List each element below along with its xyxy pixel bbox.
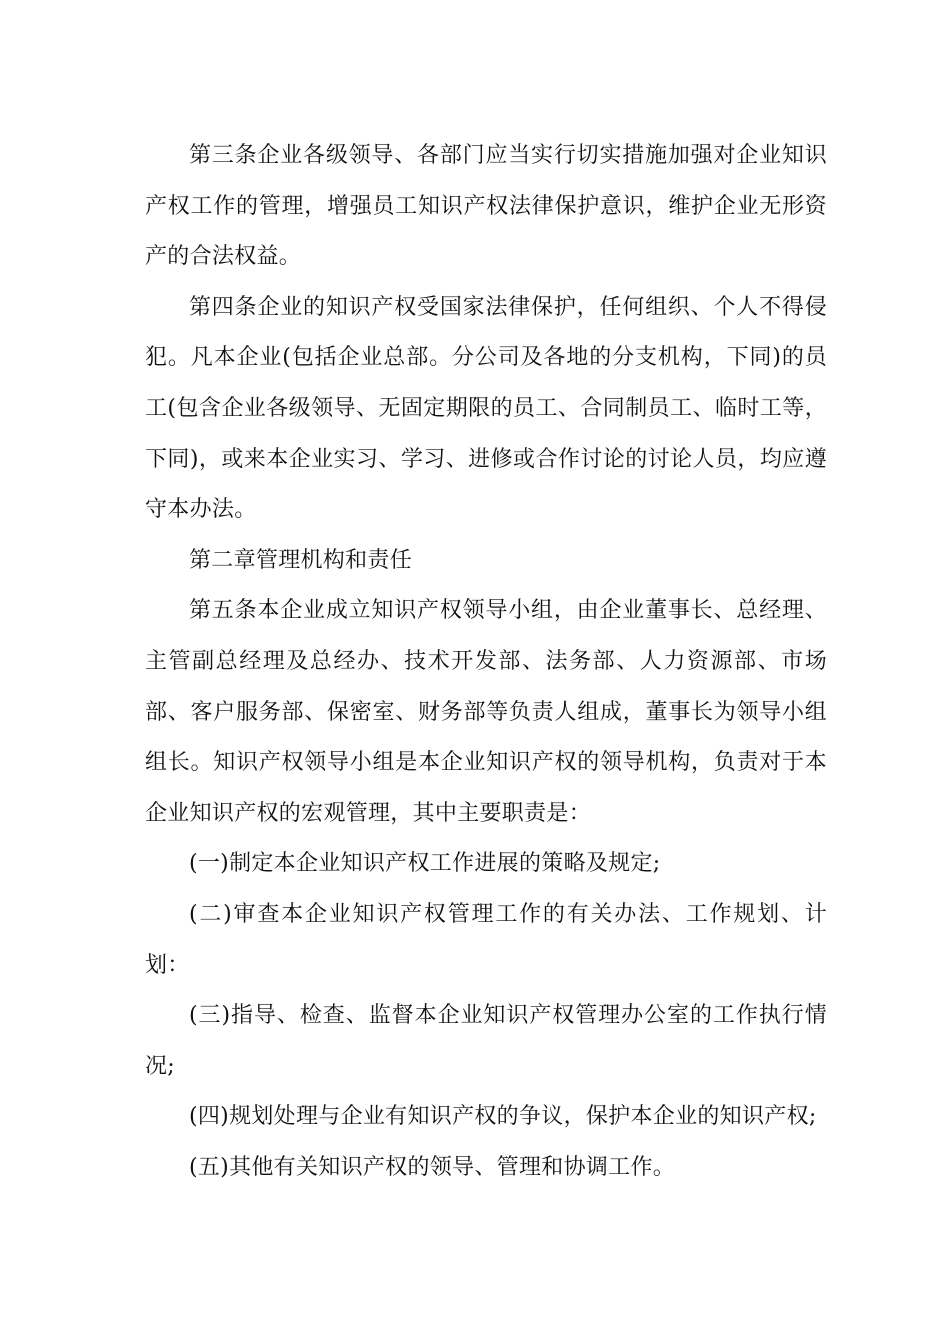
document-body <box>145 131 827 1193</box>
chapter-heading: 第二章管理机构和责任 <box>189 547 413 573</box>
paragraph-article-5: 第五条本企业成立知识产权领导小组，由企业董事长、总经理、主管副总经理及总经办、技术开发部、法务部、人力资源部、市场部、客户服务部、保密室、财务部等负责人组成，董事长为领导小组组长。知识产权领导小组是本企业知识产权的领导机构，负责对于本企业知识产权的宏观管理，其中主要职责是： <box>145 598 827 826</box>
list-item-5: (五)其他有关知识产权的领导、管理和协调工作。 <box>189 1154 676 1180</box>
paragraph-article-4: 第四条企业的知识产权受国家法律保护，任何组织、个人不得侵犯。凡本企业(包括企业总部。分公司及各地的分支机构，下同)的员工(包含企业各级领导、无固定期限的员工、合同制员工、临时工等，下同)，或来本企业实习、学习、进修或合作讨论的讨论人员，均应遵守本办法。 <box>145 294 827 523</box>
list-item-3: (三)指导、检查、监督本企业知识产权管理办公室的工作执行情况; <box>145 1003 827 1079</box>
list-item-4: (四)规划处理与企业有知识产权的争议，保护本企业的知识产权; <box>189 1104 817 1130</box>
list-item-2: (二)审查本企业知识产权管理工作的有关办法、工作规划、计划： <box>145 901 827 978</box>
list-item-1: (一)制定本企业知识产权工作进展的策略及规定; <box>189 851 661 877</box>
paragraph-article-3: 第三条企业各级领导、各部门应当实行切实措施加强对企业知识产权工作的管理，增强员工知识产权法律保护意识，维护企业无形资产的合法权益。 <box>145 143 827 270</box>
